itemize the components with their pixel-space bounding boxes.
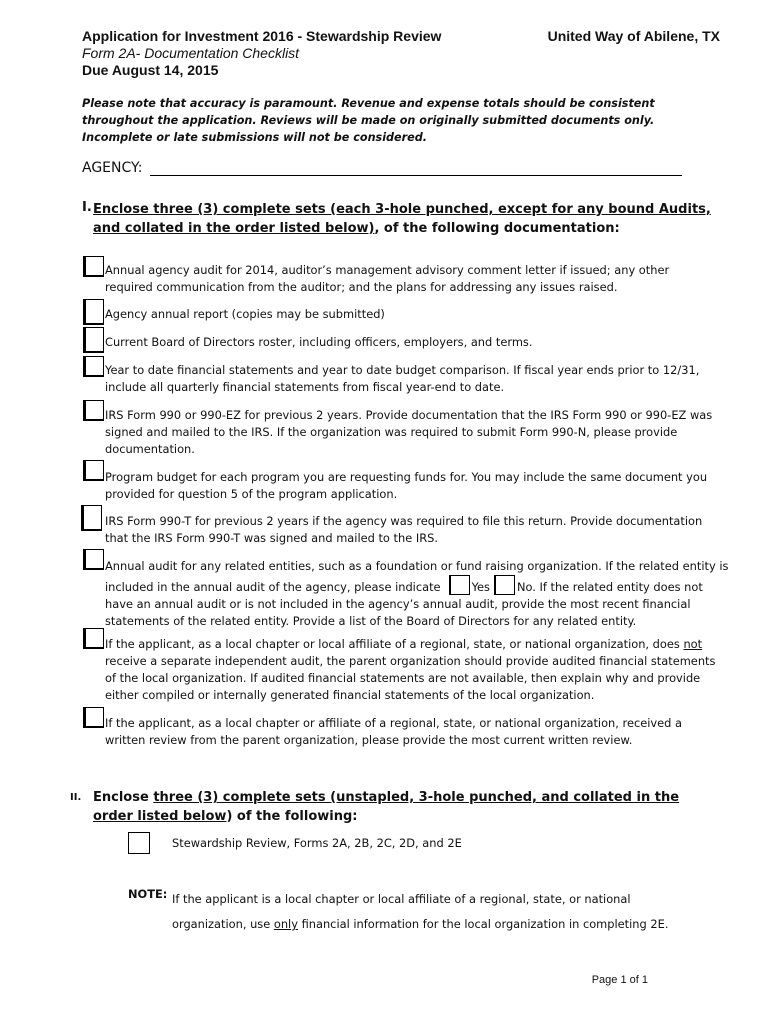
section-1-heading-rest: , of the following documentation: (374, 221, 620, 236)
organization-name: United Way of Abilene, TX (547, 28, 720, 44)
checkbox-stewardship-forms[interactable] (128, 832, 150, 854)
page-number: Page 1 of 1 (591, 974, 648, 986)
related-entity-no-checkbox[interactable] (494, 575, 515, 595)
item-irs-990t: IRS Form 990-T for previous 2 years if the agency was required to file this return. Provide documentation that the IRS Form 990-T was signed and mailed to the IRS. (105, 514, 703, 545)
document-title: Application for Investment 2016 - Stewardship Review (82, 28, 442, 44)
section-1-heading (93, 200, 713, 238)
section-2-number: II. (70, 792, 82, 803)
section-2-note (172, 887, 672, 937)
related-entity-yes-label: Yes (471, 580, 490, 594)
item-ytd-financials: Year to date financial statements and year to date budget comparison. If fiscal year ends prior to 12/31, include all quarterly financial statements from fiscal year-end to date. (105, 363, 700, 394)
chapter-audit-text-1: If the applicant, as a local chapter or local affiliate of a regional, state, or national organization, does (105, 637, 680, 651)
chapter-audit-text-2: receive a separate independent audit, the parent organization should provide audited financial statements of the local organization. If audited financial statements are not available, then explain why and provide either compiled or internally generated financial statements of the local organization. (105, 654, 716, 702)
checkbox-ytd-financials[interactable] (83, 356, 104, 377)
item-board-roster: Current Board of Directors roster, including officers, employers, and terms. (105, 335, 533, 349)
note-text-1: If the applicant is a local chapter or local affiliate of a regional, state, or national organization, use (172, 892, 631, 931)
checkbox-irs-990[interactable] (83, 400, 104, 421)
item-irs-990: IRS Form 990 or 990-EZ for previous 2 years. Provide documentation that the IRS Form 990 or 990-EZ was signed and mailed to the IRS. If the organization was required to submit Form 990-N, please provide documentation. (105, 408, 713, 456)
section-1-number: I. (82, 200, 92, 215)
checkbox-irs-990t[interactable] (81, 505, 102, 531)
section-2-heading-rest: ) of the following: (226, 809, 358, 824)
checkbox-annual-audit[interactable] (83, 256, 104, 277)
related-entity-yes-checkbox[interactable] (449, 575, 470, 595)
note-only: only (273, 917, 298, 931)
note-text-2: financial information for the local organization in completing 2E. (301, 917, 669, 931)
section-2-heading-underlined: three (3) complete sets (unstapled, 3-hole punched, and collated in the order listed below (93, 790, 680, 824)
checkbox-annual-report[interactable] (83, 299, 104, 325)
agency-label: AGENCY: (82, 160, 143, 176)
section-2-heading-plain: Enclose (93, 790, 154, 805)
item-chapter-review: If the applicant, as a local chapter or affiliate of a regional, state, or national organization, received a written review from the parent organization, please provide the most current written review. (105, 716, 682, 747)
note-label: NOTE: (128, 887, 168, 901)
due-date: Due August 14, 2015 (82, 62, 219, 78)
checkbox-chapter-audit[interactable] (83, 628, 104, 649)
related-audit-text-1: Annual audit for any related entities, such as a foundation or fund raising organization. If the related entity is included in the annual audit of the agency, please indicate (105, 559, 729, 594)
item-stewardship-forms: Stewardship Review, Forms 2A, 2B, 2C, 2D, and 2E (172, 836, 462, 850)
chapter-audit-not: not (683, 637, 703, 651)
section-2-heading (93, 788, 723, 826)
item-program-budget: Program budget for each program you are requesting funds for. You may include the same document you provided for question 5 of the program application. (105, 470, 708, 501)
item-annual-audit: Annual agency audit for 2014, auditor’s management advisory comment letter if issued; any other required communication from the auditor; and the plans for addressing any issues raised. (105, 263, 670, 294)
item-annual-report: Agency annual report (copies may be submitted) (105, 307, 385, 321)
item-related-entity-audit (105, 558, 730, 630)
related-entity-no-label: No. (516, 580, 536, 594)
checkbox-chapter-review[interactable] (83, 707, 104, 728)
checkbox-related-entity-audit[interactable] (83, 549, 104, 570)
agency-field[interactable] (150, 175, 682, 176)
checkbox-board-roster[interactable] (83, 327, 104, 353)
related-audit-text-2: If the related entity does not have an annual audit or is not included in the agency’s annual audit, provide the most recent financial statements of the related entity. Provide a list of the Board of Directors for any related entity. (105, 580, 703, 628)
form-name: Form 2A- Documentation Checklist (82, 45, 300, 61)
item-chapter-audit (105, 636, 720, 704)
checkbox-program-budget[interactable] (83, 460, 104, 481)
section-1-heading-underlined: Enclose three (3) complete sets (each 3-hole punched, except for any bound Audits, and collated in the order listed below) (93, 202, 711, 236)
intro-note: Please note that accuracy is paramount. Revenue and expense totals should be consistent throughout the application. Reviews will be made on originally submitted documents only. Incomplete or late submissions will not be considered. (82, 97, 655, 144)
